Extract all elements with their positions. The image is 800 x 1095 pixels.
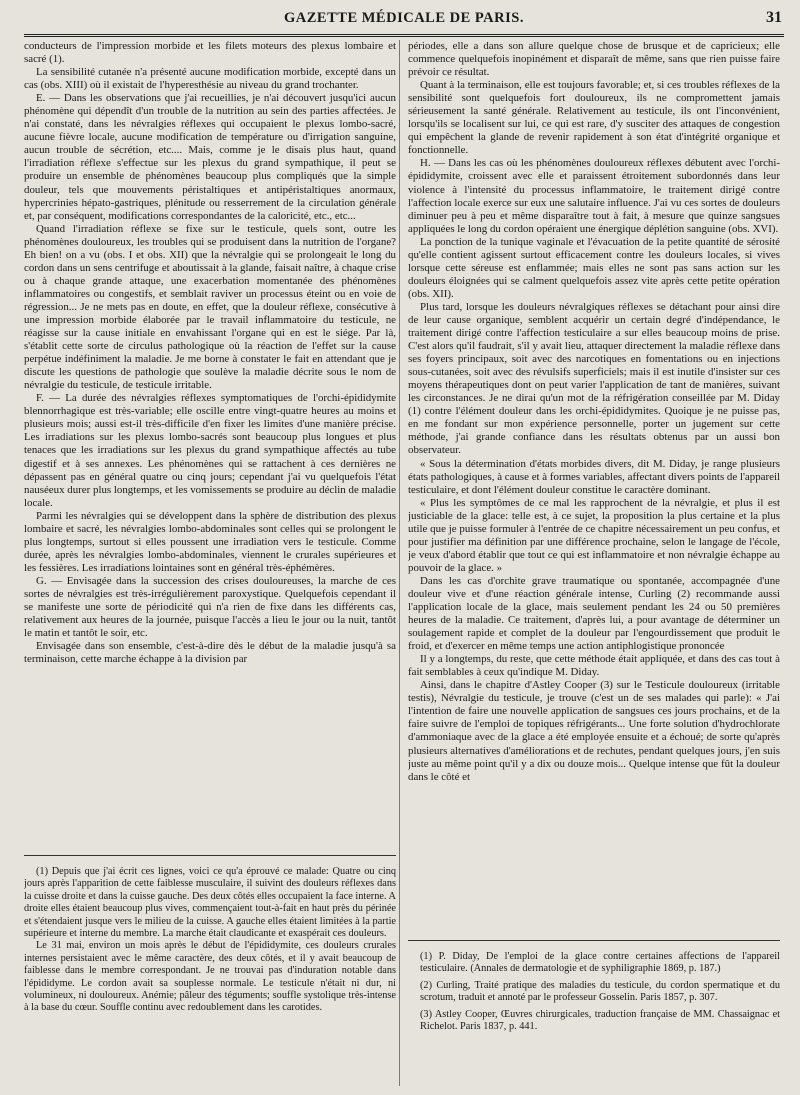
paragraph: Plus tard, lorsque les douleurs névralgiques réflexes se détachant pour ainsi dire de leur cause organique, semblent acquérir un certain degré d'indépendance, le traitement dirigé contre l'affection testiculaire a sur elles beaucoup moins de prise. C'est alors qu'il faudrait, s'il y avait lieu, attaquer directement la maladie réflexe dans ses foyers principaux, soit avec des narcotiques en fomentations ou en injections sous-cutanées, soit avec des révulsifs superficiels; mais il est inutile d'insister sur ces moyens thérapeutiques dont on peut varier l'application de tant de manières, suivant les circonstances. Je ne dirai qu'un mot de la réfrigération conseillée par M. Diday (1) contre l'élément douleur dans les orchi-épididymites. Quoique je ne puisse pas, en me fondant sur mon expérience personnelle, porter un jugement sur cette méthode, j'ai grande confiance dans les résultats obtenus par un aussi bon observateur. [408,300,780,457]
paragraph: Il y a longtemps, du reste, que cette méthode était appliquée, et dans des cas tout à fait semblables à ceux qu'indique M. Diday. [408,653,780,679]
paragraph: « Sous la détermination d'états morbides divers, dit M. Diday, je range plusieurs états pathologiques, à cause et à formes variables, affectant divers points de l'appareil testiculaire, et dont l'élément douleur constitue le caractère dominant. [408,457,780,496]
paragraph: périodes, elle a dans son allure quelque chose de brusque et de capricieux; elle commence quelquefois inopinément et disparaît de même, sans que rien puisse faire prévoir ce résultat. [408,40,780,79]
paragraph: Parmi les névralgies qui se développent dans la sphère de distribution des plexus lombaire et sacré, les névralgies lombo-abdominales sont celles qui se prolongent le plus longtemps, surtout si elles poussent une irradiation vers le testicule. Comme durée, après les névralgies lombo-abdominales, viennent le crurales supérieures et les fessières. Les irradiations lointaines sont en général très-éphémères. [24,509,396,574]
paragraph: G. — Envisagée dans la succession des crises douloureuses, la marche de ces sortes de névralgies est très-irrégulièrement paroxystique. Quelquefois cependant il se manifeste une sorte de périodicité qui n'a rien de fixe dans les différents cas, relativement aux heures de la journée, puisque l'accès a lieu le jour ou la nuit, tantôt le matin et tantôt le soir, etc. [24,574,396,640]
paragraph: « Plus les symptômes de ce mal les rapprochent de la névralgie, et plus il est justiciable de la glace: telle est, à ce sujet, la proposition la plus certaine et la plus utile que je puisse formuler à l'entrée de ce chapitre nécessairement un peu confus, et pour justifier ma définition par une différence prochaine, selon le langage de l'école, je veux d'abord établir que tout ce qui est inflammatoire et non névralgie échappe au pouvoir de la glace. » [408,496,780,574]
footnote-rule [408,940,780,941]
journal-title: GAZETTE MÉDICALE DE PARIS. [284,10,524,26]
left-column-body [24,40,396,848]
footnote: Le 31 mai, environ un mois après le début de l'épididymite, ces douleurs crurales internes persistaient avec le même caractère, des deux côtés, et il y avait beaucoup de faiblesse dans le membre correspondant. Je ne trouvai pas d'induration notable dans l'épididyme. Le cordon avait sa souplesse normale. Le testicule n'était ni dur, ni volumineux, ni douloureux. Anémie; pâleur des téguments; souffle systolique très-intense à la base du cœur. Souffle continu avec redoublement dans les carotides. [24,940,396,1014]
paragraph: Quant à la terminaison, elle est toujours favorable; et, si ces troubles réflexes de la sensibilité sont quelquefois fort douloureux, ils ne compromettent jamais sérieusement la santé générale. Relativement au testicule, ils ont l'inconvénient, lorsqu'ils se localisent sur lui, ce qui est rare, d'y susciter des attaques de congestion qui empêchent la glande de revenir rapidement à son état d'intégrité organique et fonctionnelle. [408,79,780,157]
footnote: (3) Astley Cooper, Œuvres chirurgicales, traduction française de MM. Chassaignac et Richelot. Paris 1837, p. 441. [420,1008,780,1033]
paragraph: H. — Dans les cas où les phénomènes douloureux réflexes débutent avec l'orchi-épididymite, croissent avec elle et paraissent étroitement subordonnés dans leur violence à l'intensité du processus inflammatoire, le traitement dirigé contre l'affection locale exerce sur eux une salutaire influence. J'ai vu ces sortes de douleurs diminuer peu à peu et même disparaître tout à fait, à mesure que quinze sangsues appliquées le long du cordon opéraient une énergique déplétion sanguine (obs. XVI). [408,157,780,235]
right-footnotes [408,951,780,1033]
left-footnotes [24,866,396,1015]
paragraph: Dans les cas d'orchite grave traumatique ou spontanée, accompagnée d'une douleur vive et d'une réaction générale intense, Curling (2) recommande aussi l'application locale de la glace, mais seulement pendant les 24 ou 50 premières heures de la maladie. Ce traitement, d'après lui, a pour avantage de déterminer un soulagement rapide et complet de la douleur par l'engourdissement que produit le froid, et d'exercer en même temps une action antiphlogistique prononcée [408,574,780,653]
footnote: (1) Depuis que j'ai écrit ces lignes, voici ce qu'a éprouvé ce malade: Quatre ou cinq jours après l'apparition de cette faiblesse musculaire, il suivint des douleurs réflexes dans la cuisse droite et dans la cuisse gauche. Des deux côtés elles occupaient la face interne. A droite elles étaient beaucoup plus vives, commençaient tout-à-fait en haut près du périnée et s'étendaient jusque vers le milieu de la cuisse. A gauche elles étaient limitées à la partie supérieure et interne du membre. La marche était claudicante et exaspérait ces douleurs. [24,866,396,940]
right-column-body [408,40,780,933]
paragraph: Envisagée dans son ensemble, c'est-à-dire dès le début de la maladie jusqu'à sa terminaison, cette marche échappe à la division par [24,640,396,666]
paragraph: F. — La durée des névralgies réflexes symptomatiques de l'orchi-épididymite blennorrhagique est très-variable; elle oscille entre vingt-quatre heures au moins et plusieurs mois; aussi est-il très-difficile d'en fixer les limites d'une manière précise. Les irradiations sur les plexus lombo-sacrés sont beaucoup plus longues et plus tenaces que les irradiations sur les plexus du grand sympathique affectés au tube digestif et à ses annexes. Les phénomènes qui se rattachent à ces dernières ne dépassent pas en général quatre ou cinq jours; cependant j'ai vu quelquefois l'état nauséeux durer plus longtemps, et les vomissements se produire au déclin de maladie locale. [24,392,396,509]
right-column [408,40,780,1086]
paragraph: La ponction de la tunique vaginale et l'évacuation de la petite quantité de sérosité qu'elle contient agissent surtout efficacement contre les douleurs locales, si vives lorsque cette séreuse est enflammée; mais elles ne sont pas sans action sur les douleurs éloignées qui se calment quelquefois assez vite après cette petite opération (obs. XII). [408,235,780,300]
paragraph: La sensibilité cutanée n'a présenté aucune modification morbide, excepté dans un cas (obs. XIII) où il existait de l'hyperesthésie au niveau du grand trochanter. [24,66,396,92]
footnote: (1) P. Diday, De l'emploi de la glace contre certaines affections de l'appareil testiculaire. (Annales de dermatologie et de syphiligraphie 1869, p. 187.) [420,951,780,975]
paragraph: Ainsi, dans le chapitre d'Astley Cooper (3) sur le Testicule douloureux (irritable testis), Névralgie du testicule, je trouve (c'est un de ses malades qui parle): « J'ai l'intention de faire une nouvelle application de sangsues ces jours prochains, et de la faire suivre de l'emploi de topiques réfrigérants... Une forte solution d'hydrochlorate d'ammoniaque avec de la glace a été employée ensuite et a échoué; de sorte qu'après plusieurs alternatives d'améliorations et de rechutes, pendant quelques jours, j'en suis juste au même point qu'il y a dix ou douze mois... Quelque intense que fût la douleur dans le côté et [408,679,780,783]
running-head [24,8,784,34]
footnote-rule [24,855,396,856]
footnote: (2) Curling, Traité pratique des maladies du testicule, du cordon spermatique et du scrotum, traduit et annoté par le professeur Gosselin. Paris 1857, p. 307. [420,979,780,1004]
paragraph: conducteurs de l'impression morbide et les filets moteurs des plexus lombaire et sacré (1). [24,40,396,66]
column-rule [399,40,400,1086]
page-number: 31 [766,9,782,26]
header-rule [24,34,784,37]
paragraph: Quand l'irradiation réflexe se fixe sur le testicule, quels sont, outre les phénomènes douloureux, les troubles qui se produisent dans la nutrition de l'organe? Eh bien! on a vu (obs. I et obs. XII) que la névralgie qui se prolongeait le long du cordon dans un sens centrifuge et aboutissait à la glande, faisait naître, à chaque crise ou à chaque grande attaque, une exacerbation momentanée des phénomènes inflammatoires ou congestifs, et semblait raviver un processus éteint ou en voie de régression... Je ne mets pas en doute, en effet, que la douleur réflexe, consécutive à une impression morbide élaborée par le travail inflammatoire du testicule, ne réagisse sur la cause initiale en envahissant l'organe qui en est le siége. Par là, s'établit cette sorte de circulus pathologique où la réaction de l'effet sur la cause perpétue indéfiniment la maladie. Je me borne à constater le fait en attendant que je discute les questions de pathologie que soulève la maladie décrite sous le nom de névralgie du testicule, de testicule irritable. [24,222,396,392]
paragraph: E. — Dans les observations que j'ai recueillies, je n'ai découvert jusqu'ici aucun phénomène qui dépendît d'un trouble de la nutrition au sein des parties affectées. Je n'ai constaté, dans les névralgies réflexes qui occupaient le plexus lombo-sacré, aucune fièvre locale, aucune modification de température ou d'irrigation sanguine, aucun trouble de sécrétion, etc.... Mais, comme je le disais plus haut, quand l'irradiation réflexe s'effectue sur les plexus du grand sympathique, il peut se produire un ensemble de phénomènes beaucoup plus compliqués que la simple douleur, tels que mouvements péristaltiques et antipéristaltiques anormaux, hypercrinies hépato-gastriques, plénitude ou resserrement de la circulation générale et, par conséquent, modifications correspondantes de la caloricité, etc., etc... [24,92,396,222]
left-column [24,40,396,1086]
